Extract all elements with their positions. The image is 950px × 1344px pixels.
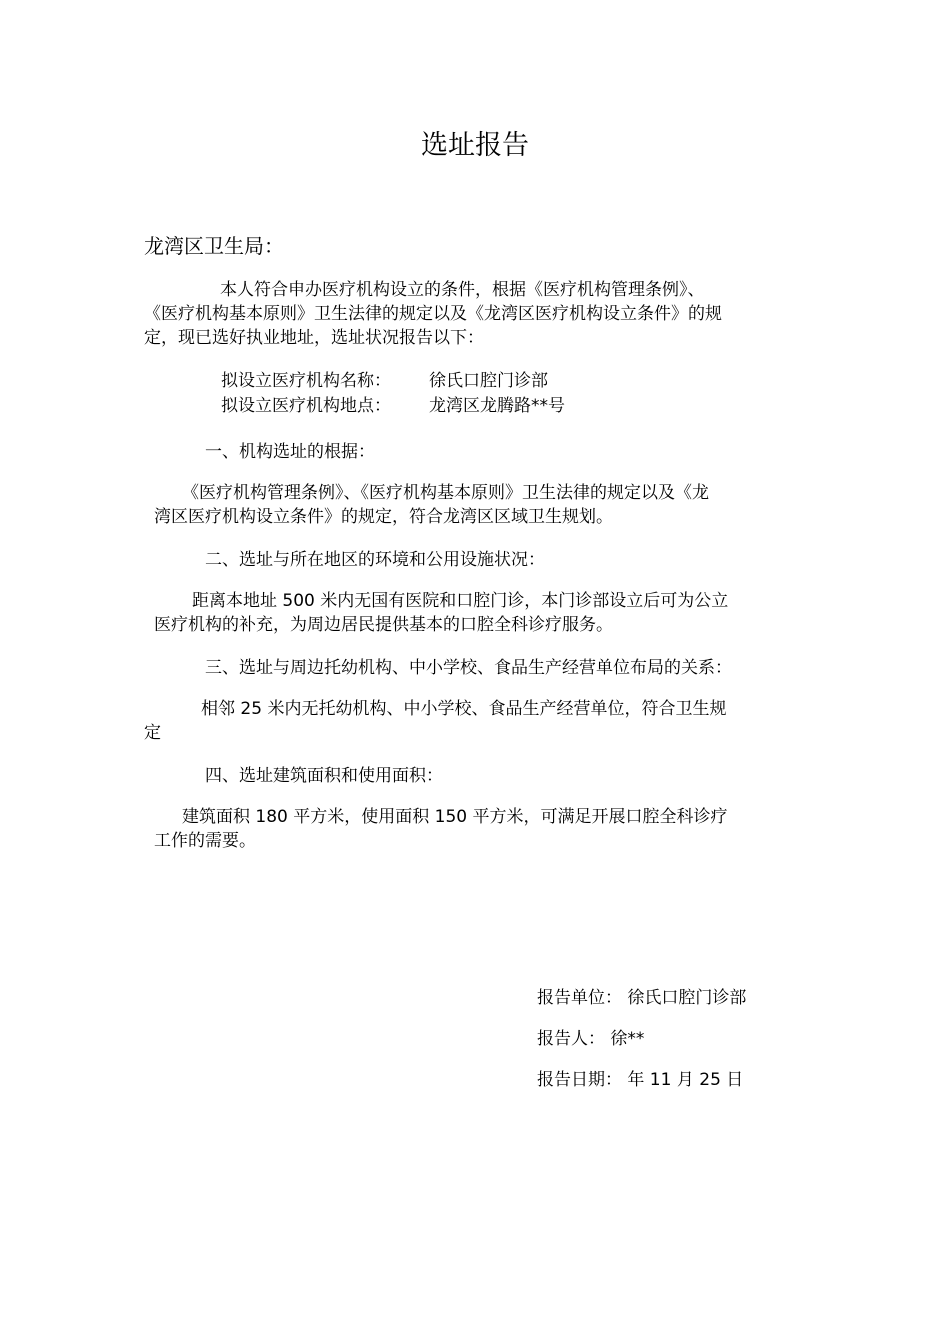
intro-line: 定，现已选好执业地址，选址状况报告以下： (144, 328, 484, 348)
section-body-3 (144, 697, 726, 745)
section-body-line: 相邻 25 米内无托幼机构、中小学校、食品生产经营单位，符合卫生规 (201, 699, 727, 719)
section-heading-4: 四、选址建筑面积和使用面积： (205, 766, 443, 786)
section-heading-2: 二、选址与所在地区的环境和公用设施状况： (205, 550, 545, 570)
section-heading-3: 三、选址与周边托幼机构、中小学校、食品生产经营单位布局的关系： (205, 658, 732, 678)
institution-location-label: 拟设立医疗机构地点： (221, 396, 391, 416)
section-heading-1: 一、机构选址的根据： (205, 442, 375, 462)
section-body-line: 湾区医疗机构设立条件》的规定，符合龙湾区区域卫生规划。 (154, 507, 613, 527)
intro-paragraph (144, 278, 722, 350)
signature-reporter: 报告人： 徐** (537, 1029, 645, 1049)
section-body-line: 工作的需要。 (154, 831, 256, 851)
section-body-line: 定 (144, 723, 161, 743)
page-title: 选址报告 (421, 130, 529, 161)
intro-line: 《医疗机构基本原则》卫生法律的规定以及《龙湾区医疗机构设立条件》的规 (144, 304, 722, 324)
signature-unit: 报告单位： 徐氏口腔门诊部 (537, 988, 747, 1008)
section-body-line: 医疗机构的补充，为周边居民提供基本的口腔全科诊疗服务。 (154, 615, 613, 635)
section-body-line: 《医疗机构管理条例》、《医疗机构基本原则》卫生法律的规定以及《龙 (182, 483, 709, 503)
section-body-line: 距离本地址 500 米内无国有医院和口腔门诊，本门诊部设立后可为公立 (192, 591, 729, 611)
institution-location-value: 龙湾区龙腾路**号 (429, 396, 565, 416)
signature-date: 报告日期： 年 11 月 25 日 (537, 1070, 744, 1090)
section-body-line: 建筑面积 180 平方米，使用面积 150 平方米，可满足开展口腔全科诊疗 (182, 807, 728, 827)
institution-name-value: 徐氏口腔门诊部 (429, 371, 548, 391)
institution-location-row (221, 394, 565, 418)
section-body-2 (154, 589, 728, 637)
section-body-4 (154, 805, 728, 853)
section-body-1 (154, 481, 709, 529)
intro-line: 本人符合申办医疗机构设立的条件，根据《医疗机构管理条例》、 (220, 280, 705, 300)
institution-name-label: 拟设立医疗机构名称： (221, 371, 391, 391)
institution-name-row (221, 369, 548, 393)
addressee: 龙湾区卫生局： (144, 234, 284, 258)
